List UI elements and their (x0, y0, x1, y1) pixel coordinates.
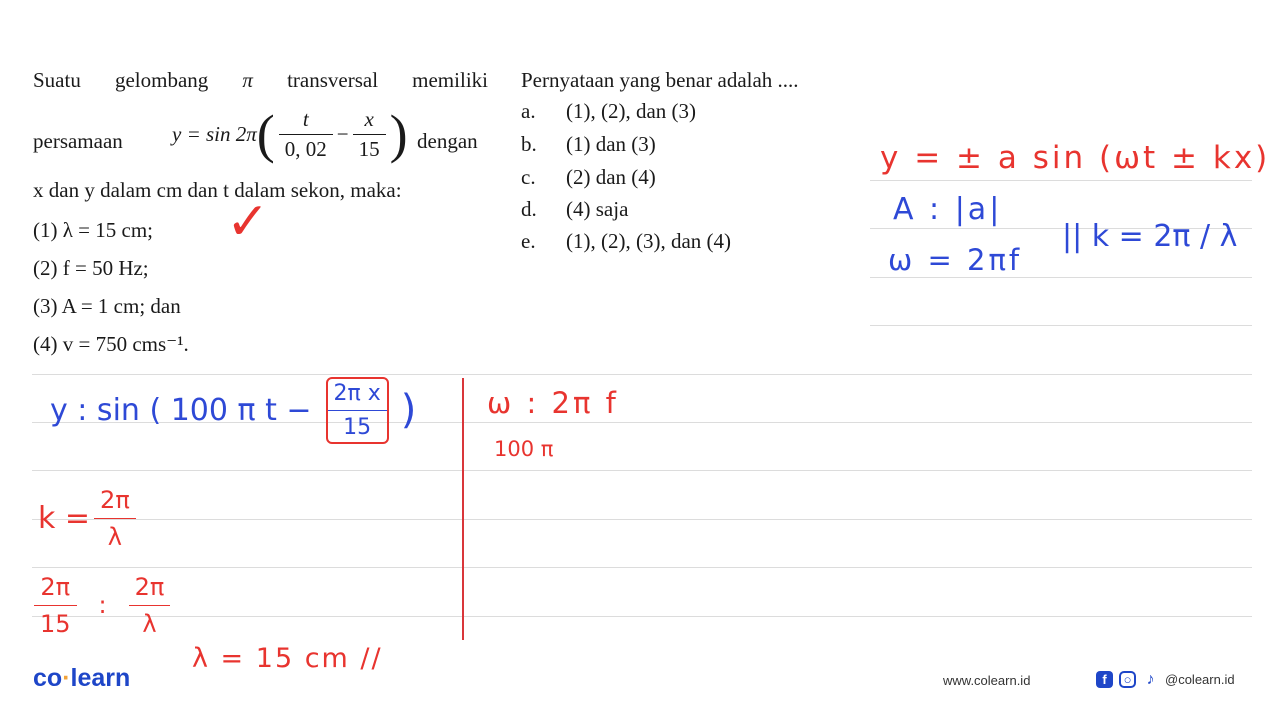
statement-1: (1) λ = 15 cm; (33, 218, 154, 242)
ratio-right-fraction (129, 573, 171, 638)
word: π (242, 68, 253, 92)
option-letter: b. (521, 132, 537, 156)
vertical-divider (462, 378, 464, 640)
ruled-line (870, 325, 1252, 326)
omega-2pif-annotation: ω : 2π f (487, 386, 619, 420)
colearn-logo (33, 664, 130, 693)
option-d (521, 197, 629, 221)
k-fraction (94, 486, 136, 551)
close-paren: ) (400, 387, 417, 433)
general-equation-annotation: y = ± a sin (ωt ± kx) (880, 140, 1271, 176)
ratio-separator: : (98, 591, 107, 619)
substituted-left: y : sin ( 100 π t − (50, 392, 312, 428)
option-text: (1), (2), (3), dan (4) (566, 229, 732, 253)
persamaan-label: persamaan (33, 129, 123, 153)
word: gelombang (114, 68, 209, 92)
ratio-left-fraction (34, 573, 77, 638)
option-letter: e. (521, 229, 536, 253)
substituted-equation (50, 380, 416, 440)
word: transversal (287, 68, 379, 92)
lambda-result-annotation: λ = 15 cm // (192, 643, 383, 674)
option-text: (4) saja (566, 197, 629, 221)
option-a (521, 99, 697, 123)
logo-dot: · (62, 664, 71, 692)
fraction-denominator: λ (142, 609, 157, 638)
question-line-1 (33, 70, 488, 91)
option-b (521, 132, 656, 156)
fraction-denominator: λ (107, 522, 122, 551)
option-text: (1), (2), dan (3) (566, 99, 697, 123)
options-prompt: Pernyataan yang benar adalah .... (521, 68, 799, 92)
close-paren: ) (389, 104, 408, 164)
option-e (521, 229, 732, 253)
ruled-line (870, 180, 1252, 181)
fraction-denominator: 15 (358, 136, 380, 161)
logo-part: learn (70, 664, 131, 692)
highlighted-fraction (326, 377, 389, 444)
fraction-numerator: 2π (129, 573, 171, 606)
dengan-word: dengan (417, 129, 478, 153)
option-text: (2) dan (4) (566, 165, 656, 189)
social-icons (1096, 671, 1235, 688)
wave-equation (172, 104, 408, 164)
fraction-numerator: 2π (34, 573, 77, 606)
k-lhs: k = (38, 500, 91, 536)
hundred-pi-annotation: 100 π (494, 437, 554, 461)
statement-4: (4) v = 750 cms⁻¹. (33, 332, 189, 356)
checkmark-annotation: ✓ (226, 192, 270, 252)
fraction-x (353, 106, 386, 161)
word: memiliki (412, 68, 488, 92)
social-handle[interactable]: @colearn.id (1165, 672, 1235, 687)
omega-annotation: ω = 2πf (888, 243, 1023, 277)
equation-lhs: y = sin 2π (172, 121, 257, 146)
statement-2: (2) f = 50 Hz; (33, 256, 149, 280)
open-paren: ( (256, 104, 275, 164)
instagram-icon[interactable]: ○ (1119, 671, 1136, 688)
option-letter: a. (521, 99, 536, 123)
facebook-icon[interactable]: f (1096, 671, 1113, 688)
ratio-annotation (30, 572, 174, 638)
option-text: (1) dan (3) (566, 132, 656, 156)
ruled-line (32, 519, 1252, 520)
fraction-numerator: 2π (94, 486, 136, 519)
fraction-denominator: 15 (40, 609, 71, 638)
ruled-line (870, 277, 1252, 278)
option-letter: d. (521, 197, 537, 221)
word: Suatu (33, 68, 81, 92)
option-letter: c. (521, 165, 536, 189)
k-formula-annotation (38, 483, 140, 553)
logo-part: co (33, 664, 63, 692)
ruled-line (32, 567, 1252, 568)
fraction-denominator: 15 (343, 414, 372, 440)
ruled-line (32, 470, 1252, 471)
question-line-3: x dan y dalam cm dan t dalam sekon, maka: (33, 178, 402, 202)
fraction-numerator: 2π x (328, 381, 387, 411)
ruled-line (32, 616, 1252, 617)
ruled-line (32, 374, 1252, 375)
fraction-numerator: t (279, 109, 333, 135)
statement-3: (3) A = 1 cm; dan (33, 294, 181, 318)
k-relation-annotation (1062, 196, 1237, 276)
website-link[interactable]: www.colearn.id (943, 673, 1031, 688)
tiktok-icon[interactable]: ♪ (1146, 671, 1155, 688)
fraction-t (279, 106, 333, 161)
fraction-denominator: 0, 02 (284, 136, 327, 161)
amplitude-annotation: A : |a| (893, 192, 1003, 227)
fraction-numerator: x (353, 109, 386, 135)
option-c (521, 165, 656, 189)
minus-sign: − (336, 121, 349, 146)
k-relation-text: || k = 2π / λ (1062, 218, 1238, 254)
